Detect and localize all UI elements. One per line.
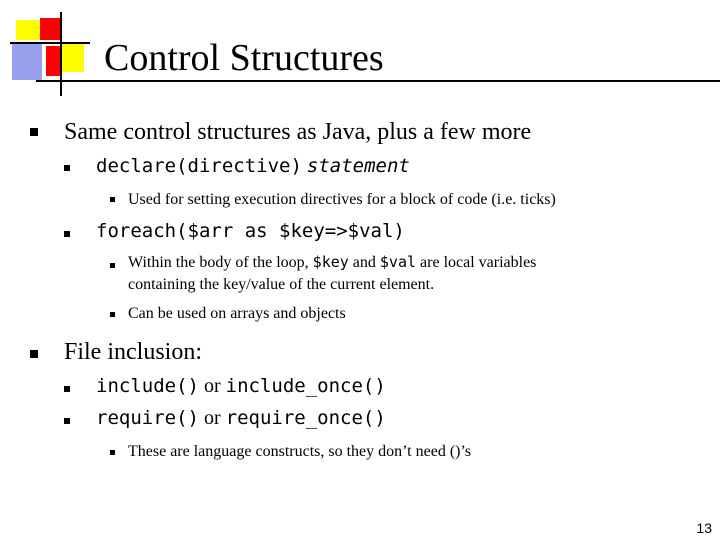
bullet-marker	[110, 197, 115, 202]
page-number: 13	[696, 520, 712, 536]
logo-yellow-square-2	[62, 44, 84, 72]
logo-yellow-square	[16, 20, 40, 40]
foreach-desc-part1: Within the body of the loop,	[128, 254, 309, 271]
bullet-declare	[96, 154, 410, 178]
bullet-marker	[64, 165, 70, 171]
bullet-marker	[110, 263, 115, 268]
foreach-desc-part3: are local variables	[420, 254, 537, 271]
bullet-marker	[64, 386, 70, 392]
bullet-foreach-description	[128, 251, 536, 274]
bullet-marker	[64, 231, 70, 237]
logo-horizontal-line	[10, 42, 90, 44]
bullet-marker	[30, 128, 38, 136]
foreach-val-code: $val	[379, 253, 417, 271]
logo-vertical-line	[60, 12, 62, 96]
bullet-marker	[30, 350, 38, 358]
bullet-marker	[64, 418, 70, 424]
bullet-foreach	[96, 219, 405, 243]
require-code: require()	[96, 407, 199, 429]
title-rule	[36, 80, 720, 82]
bullet-declare-description: Used for setting execution directives for a block of code (i.e. ticks)	[128, 191, 556, 208]
logo-red-square	[40, 18, 62, 40]
bullet-file-inclusion: File inclusion:	[64, 339, 202, 365]
bullet-foreach-description-line2: containing the key/value of the current element.	[128, 276, 435, 293]
include-code: include()	[96, 375, 199, 397]
bullet-require	[96, 406, 386, 430]
slide-logo	[0, 0, 110, 100]
bullet-marker	[110, 450, 115, 455]
slide-title: Control Structures	[104, 37, 384, 79]
bullet-language-constructs: These are language constructs, so they don’t need ()’s	[128, 443, 472, 460]
bullet-same-control-structures: Same control structures as Java, plus a few more	[64, 119, 532, 145]
foreach-key-code: $key	[312, 253, 349, 271]
foreach-desc-part2: and	[352, 254, 376, 271]
bullet-include	[96, 374, 386, 398]
foreach-code: foreach($arr as $key=>$val)	[96, 220, 405, 242]
bullet-marker	[110, 312, 115, 317]
declare-statement: statement	[306, 155, 410, 177]
require-once-code: require_once()	[225, 407, 386, 429]
logo-blue-square	[12, 44, 42, 80]
include-or: or	[203, 375, 221, 397]
bullet-arrays-objects: Can be used on arrays and objects	[128, 305, 346, 322]
require-or: or	[203, 407, 221, 429]
include-once-code: include_once()	[225, 375, 386, 397]
declare-code: declare(directive)	[96, 155, 302, 177]
